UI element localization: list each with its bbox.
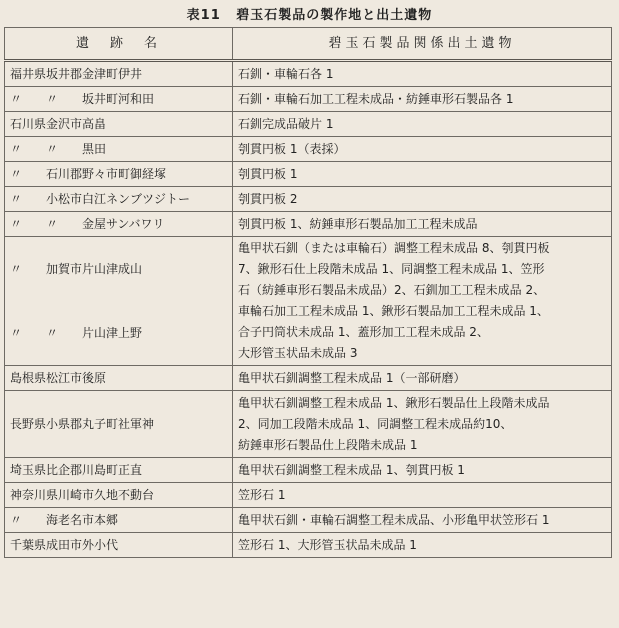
artifact-line: 紡錘車形石製品仕上段階未成品 1	[238, 437, 418, 452]
artifact-list	[233, 391, 612, 458]
table-row	[5, 237, 612, 302]
table-row	[5, 533, 612, 558]
site-name: 埼玉県比企郡川島町正直	[5, 458, 233, 483]
artifact-line: 車輪石加工工程未成品 1、鍬形石製品加工工程未成品 1、	[238, 304, 549, 318]
table-row	[5, 187, 612, 212]
artifact-line: 合子円筒状未成品 1、蓋形加工工程未成品 2、	[238, 325, 489, 339]
header-site: 遺 跡 名	[5, 28, 233, 61]
table-row	[5, 366, 612, 391]
artifact-line: 亀甲状石釧（または車輪石）調整工程未成品 8、刳貫円板	[238, 241, 550, 255]
site-name: 長野県小県郡丸子町社軍神	[5, 391, 233, 458]
table-row	[5, 391, 612, 458]
site-name: 石川県金沢市高畠	[5, 112, 233, 137]
site-name: 神奈川県川崎市久地不動台	[5, 483, 233, 508]
site-name: 千葉県成田市外小代	[5, 533, 233, 558]
site-name: 〃 〃 片山津上野	[5, 301, 233, 366]
table-row	[5, 162, 612, 187]
artifact-list: 石釧・車輪石加工工程未成品・紡錘車形石製品各 1	[233, 87, 612, 112]
table-row	[5, 483, 612, 508]
table-row	[5, 87, 612, 112]
table-row	[5, 112, 612, 137]
artifact-list: 刳貫円板 1	[233, 162, 612, 187]
table-row	[5, 212, 612, 237]
artifact-list: 笠形石 1、大形管玉状品未成品 1	[233, 533, 612, 558]
table-number: 表11	[186, 8, 221, 23]
artifact-list: 笠形石 1	[233, 483, 612, 508]
site-name: 福井県坂井郡金津町伊井	[5, 61, 233, 87]
artifact-list: 刳貫円板 1、紡錘車形石製品加工工程未成品	[233, 212, 612, 237]
artifact-line: 2、同加工段階未成品 1、同調整工程未成品約10、	[238, 416, 513, 431]
artifact-line: 7、鍬形石仕上段階未成品 1、同調整工程未成品 1、笠形	[238, 262, 545, 276]
artifact-table	[4, 27, 612, 558]
table-caption	[0, 4, 619, 23]
site-name: 〃 〃 黒田	[5, 137, 233, 162]
artifact-line: 亀甲状石釧調整工程未成品 1、鍬形石製品仕上段階未成品	[238, 395, 550, 410]
table-row	[5, 137, 612, 162]
site-name: 〃 海老名市本郷	[5, 508, 233, 533]
site-name: 〃 加賀市片山津成山	[5, 237, 233, 302]
table-row	[5, 508, 612, 533]
table-row	[5, 458, 612, 483]
site-name: 〃 〃 金屋サンバワリ	[5, 212, 233, 237]
site-name: 〃 石川郡野々市町御経塚	[5, 162, 233, 187]
artifact-list: 刳貫円板 1（表採）	[233, 137, 612, 162]
artifact-list: 亀甲状石釧・車輪石調整工程未成品、小形亀甲状笠形石 1	[233, 508, 612, 533]
header-artifacts: 碧玉石製品関係出土遺物	[233, 28, 612, 61]
site-name: 〃 小松市白江ネンブツジトー	[5, 187, 233, 212]
table-title: 碧玉石製品の製作地と出土遺物	[236, 8, 433, 23]
table-header-row	[5, 28, 612, 61]
artifact-list-katayamazu	[233, 237, 612, 366]
artifact-line: 石（紡錘車形石製品未成品）2、石釧加工工程未成品 2、	[238, 283, 546, 297]
table-row	[5, 61, 612, 87]
artifact-list: 石釧・車輪石各 1	[233, 61, 612, 87]
artifact-line: 大形管玉状品未成品 3	[238, 346, 358, 360]
artifact-list: 亀甲状石釧調整工程未成品 1、刳貫円板 1	[233, 458, 612, 483]
artifact-list: 亀甲状石釧調整工程未成品 1（一部研磨）	[233, 366, 612, 391]
site-name: 〃 〃 坂井町河和田	[5, 87, 233, 112]
artifact-list: 刳貫円板 2	[233, 187, 612, 212]
site-name: 島根県松江市後原	[5, 366, 233, 391]
artifact-list: 石釧完成品破片 1	[233, 112, 612, 137]
